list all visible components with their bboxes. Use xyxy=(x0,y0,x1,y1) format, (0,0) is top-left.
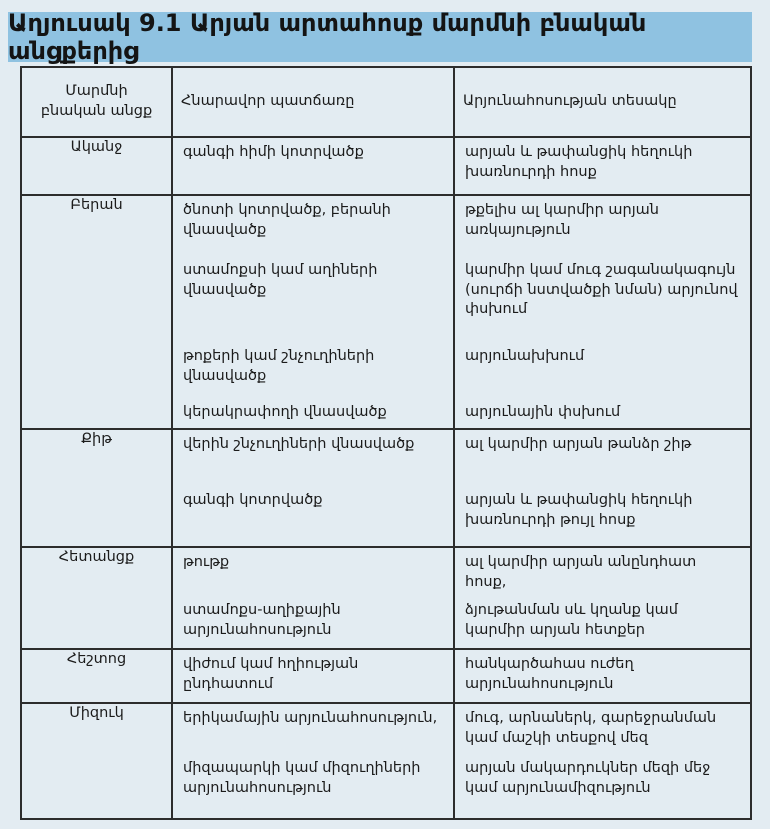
type-item: կարմիր կամ մուգ շագանակագույն (սուրճի նստվածքի նման) արյունով փսխում xyxy=(465,262,738,318)
type-item: արյան և թափանցիկ հեղուկի խառնուրդի թույլ հոսք xyxy=(465,492,693,528)
cause-cell xyxy=(172,649,454,703)
header-opening: Մարմնի բնական անցք xyxy=(21,67,172,137)
table-row xyxy=(21,649,751,703)
cause-item: գանգի կոտրվածք xyxy=(183,492,323,508)
bleeding-table xyxy=(20,66,752,820)
type-item: արյան մակարդուկներ մեզի մեջ կամ արյունամիզություն xyxy=(465,760,711,796)
cause-item: ծնոտի կոտրվածք, բերանի վնասվածք xyxy=(183,202,391,238)
type-cell xyxy=(454,429,751,547)
cause-item: թոքերի կամ շնչուղիների վնասվածք xyxy=(183,348,375,384)
opening-cell: Միզուկ xyxy=(21,703,172,819)
type-cell xyxy=(454,649,751,703)
opening-cell: Հետանցք xyxy=(21,547,172,649)
table-header-row xyxy=(21,67,751,137)
opening-cell: Ականջ xyxy=(21,137,172,195)
header-cause: Հնարավոր պատճառը xyxy=(172,67,454,137)
table-title: Աղյուսակ 9.1 Արյան արտահոսք մարմնի բնական անցքերից xyxy=(8,9,647,65)
opening-cell: Բերան xyxy=(21,195,172,429)
cause-item: ստամոքս-աղիքային արյունահոսություն xyxy=(183,602,341,638)
type-cell xyxy=(454,547,751,649)
table-row xyxy=(21,429,751,547)
type-cell xyxy=(454,195,751,429)
cause-item: գանգի հիմի կոտրվածք xyxy=(183,144,364,160)
cause-cell xyxy=(172,547,454,649)
table-row xyxy=(21,195,751,429)
type-item: ալ կարմիր արյան թանձր շիթ xyxy=(465,436,692,452)
cause-item: ստամոքսի կամ աղիների վնասվածք xyxy=(183,262,378,298)
opening-cell: Հեշտոց xyxy=(21,649,172,703)
type-cell xyxy=(454,137,751,195)
type-item: թքելիս ալ կարմիր արյան առկայություն xyxy=(465,202,659,238)
cause-item: թութք xyxy=(183,554,230,570)
cause-cell xyxy=(172,195,454,429)
cause-item: վերին շնչուղիների վնասվածք xyxy=(183,436,415,452)
cause-cell xyxy=(172,137,454,195)
table-row xyxy=(21,703,751,819)
cause-item: երիկամային արյունահոսություն, xyxy=(183,710,438,726)
opening-cell: Քիթ xyxy=(21,429,172,547)
table-row xyxy=(21,137,751,195)
cause-item: կերակրափողի վնասվածք xyxy=(183,404,387,420)
type-item: ձյութանման սև կղանք կամ կարմիր արյան հետքեր xyxy=(465,602,678,638)
cause-cell xyxy=(172,703,454,819)
cause-cell xyxy=(172,429,454,547)
type-item: արյունախխում xyxy=(465,348,585,364)
type-item: արյան և թափանցիկ հեղուկի խառնուրդի հոսք xyxy=(465,144,693,180)
cause-item: միզապարկի կամ միզուղիների արյունահոսություն xyxy=(183,760,421,796)
type-item: հանկարծահաս ուժեղ արյունահոսություն xyxy=(465,656,634,692)
type-item: արյունային փսխում xyxy=(465,404,621,420)
header-type: Արյունահոսության տեսակը xyxy=(454,67,751,137)
table-row xyxy=(21,547,751,649)
table-title-bar xyxy=(8,9,752,65)
type-cell xyxy=(454,703,751,819)
cause-item: վիժում կամ հղիության ընդհատում xyxy=(183,656,359,692)
type-item: մուգ, արնաներկ, գարեջրանման կամ մաշկի տեսքով մեզ xyxy=(465,710,717,746)
type-item: ալ կարմիր արյան անընդհատ հոսք, xyxy=(465,554,697,590)
